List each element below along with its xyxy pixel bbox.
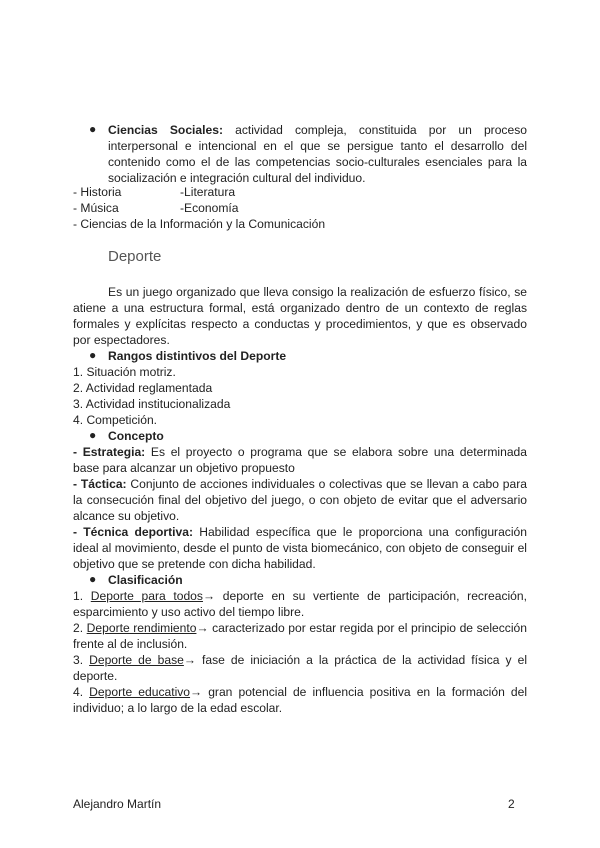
tecnica-line3: objetivo que se pretende con dicha habilidad. bbox=[73, 557, 316, 571]
item-literatura: -Literatura bbox=[180, 185, 236, 199]
estrategia-line2: base para alcanzar un objetivo propuesto bbox=[73, 461, 295, 475]
ciencias-sociales-title: Ciencias Sociales: bbox=[108, 123, 223, 137]
clasif-2-line2: frente al de inclusión. bbox=[73, 637, 188, 651]
text-fragment: Es el proyecto o programa que se elabora sobre una determinada bbox=[150, 445, 527, 459]
bullet-icon: ● bbox=[89, 122, 97, 136]
clasif-term-deporte-para-todos: Deporte para todos bbox=[90, 589, 203, 603]
deporte-paragraph-line3: formales y explícitas respecto a conductas y procedimientos, y que es observado bbox=[73, 317, 527, 331]
text-fragment: Conjunto de acciones individuales o colectivas que se llevan a cabo para bbox=[130, 477, 527, 491]
clasif-4-line1 bbox=[73, 684, 527, 700]
footer-author: Alejandro Martín bbox=[73, 797, 162, 811]
rango-item-3: 3. Actividad institucionalizada bbox=[73, 397, 231, 411]
tecnica-label: - Técnica deportiva: bbox=[73, 525, 193, 539]
estrategia-line1 bbox=[73, 444, 527, 460]
rangos-title: Rangos distintivos del Deporte bbox=[108, 349, 287, 363]
text-fragment: → fase de iniciación a la práctica de la actividad física y el bbox=[183, 653, 527, 667]
tactica-line2: la consecución final del objetivo del juego, o con objeto de evitar que el adversario bbox=[73, 493, 527, 507]
clasif-term-deporte-educativo: Deporte educativo bbox=[89, 685, 191, 699]
bullet-icon: ● bbox=[89, 428, 97, 442]
bullet-icon: ● bbox=[89, 572, 97, 586]
item-economia: -Economía bbox=[180, 201, 239, 215]
tactica-label: - Táctica: bbox=[73, 477, 127, 491]
clasif-number: 4. bbox=[73, 685, 84, 699]
footer-page-number: 2 bbox=[508, 797, 515, 811]
clasif-number: 2. bbox=[73, 621, 84, 635]
text-fragment: actividad compleja, constituida por un proceso bbox=[235, 123, 527, 137]
ciencias-sociales-line4: socialización e integración cultural del individuo. bbox=[108, 171, 366, 185]
text-fragment: → caracterizado por estar regida por el principio de selección bbox=[196, 621, 527, 635]
text-fragment: → deporte en su vertiente de participación, recreación, bbox=[202, 589, 527, 603]
tactica-line3: alcance su objetivo. bbox=[73, 509, 180, 523]
clasif-term-deporte-rendimiento: Deporte rendimiento bbox=[86, 621, 197, 635]
item-historia: - Historia bbox=[73, 185, 122, 199]
clasif-number: 1. bbox=[73, 589, 84, 603]
ciencias-sociales-line2: interpersonal e intencional en el que se persigue tanto el desarrollo del bbox=[108, 139, 527, 153]
rango-item-4: 4. Competición. bbox=[73, 413, 158, 427]
item-ciencias-informacion: - Ciencias de la Información y la Comunicación bbox=[73, 217, 326, 231]
deporte-paragraph-line4: por espectadores. bbox=[73, 333, 170, 347]
deporte-heading: Deporte bbox=[108, 248, 162, 265]
ciencias-sociales-line1 bbox=[108, 122, 527, 138]
rango-item-1: 1. Situación motriz. bbox=[73, 365, 176, 379]
clasif-1-line2: esparcimiento y uso activo del tiempo libre. bbox=[73, 605, 305, 619]
text-fragment: → gran potencial de influencia positiva en la formación del bbox=[190, 685, 528, 699]
clasif-4-line2: individuo; a lo largo de la edad escolar. bbox=[73, 701, 283, 715]
clasif-2-line1 bbox=[73, 620, 527, 636]
estrategia-label: - Estrategia: bbox=[73, 445, 146, 459]
clasif-1-line1 bbox=[73, 588, 527, 604]
clasif-number: 3. bbox=[73, 653, 84, 667]
clasificacion-title: Clasificación bbox=[108, 573, 183, 587]
tecnica-line2: ideal al movimiento, desde el punto de vista biomecánico, con objeto de conseguir el bbox=[73, 541, 527, 555]
tecnica-line1 bbox=[73, 524, 527, 540]
ciencias-sociales-line3: contenido como el de las competencias socio-culturales esenciales para la bbox=[108, 155, 527, 169]
clasif-3-line1 bbox=[73, 652, 527, 668]
bullet-icon: ● bbox=[89, 348, 97, 362]
rango-item-2: 2. Actividad reglamentada bbox=[73, 381, 213, 395]
concepto-title: Concepto bbox=[108, 429, 164, 443]
deporte-paragraph-line1: Es un juego organizado que lleva consigo la realización de esfuerzo físico, se bbox=[108, 285, 527, 299]
text-fragment: Habilidad específica que le proporciona una configuración bbox=[199, 525, 527, 539]
item-musica: - Música bbox=[73, 201, 119, 215]
deporte-paragraph-line2: atiene a una estructura formal, está organizado dentro de un contexto de reglas bbox=[73, 301, 527, 315]
tactica-line1 bbox=[73, 476, 527, 492]
clasif-3-line2: deporte. bbox=[73, 669, 118, 683]
clasif-term-deporte-de-base: Deporte de base bbox=[89, 653, 184, 667]
